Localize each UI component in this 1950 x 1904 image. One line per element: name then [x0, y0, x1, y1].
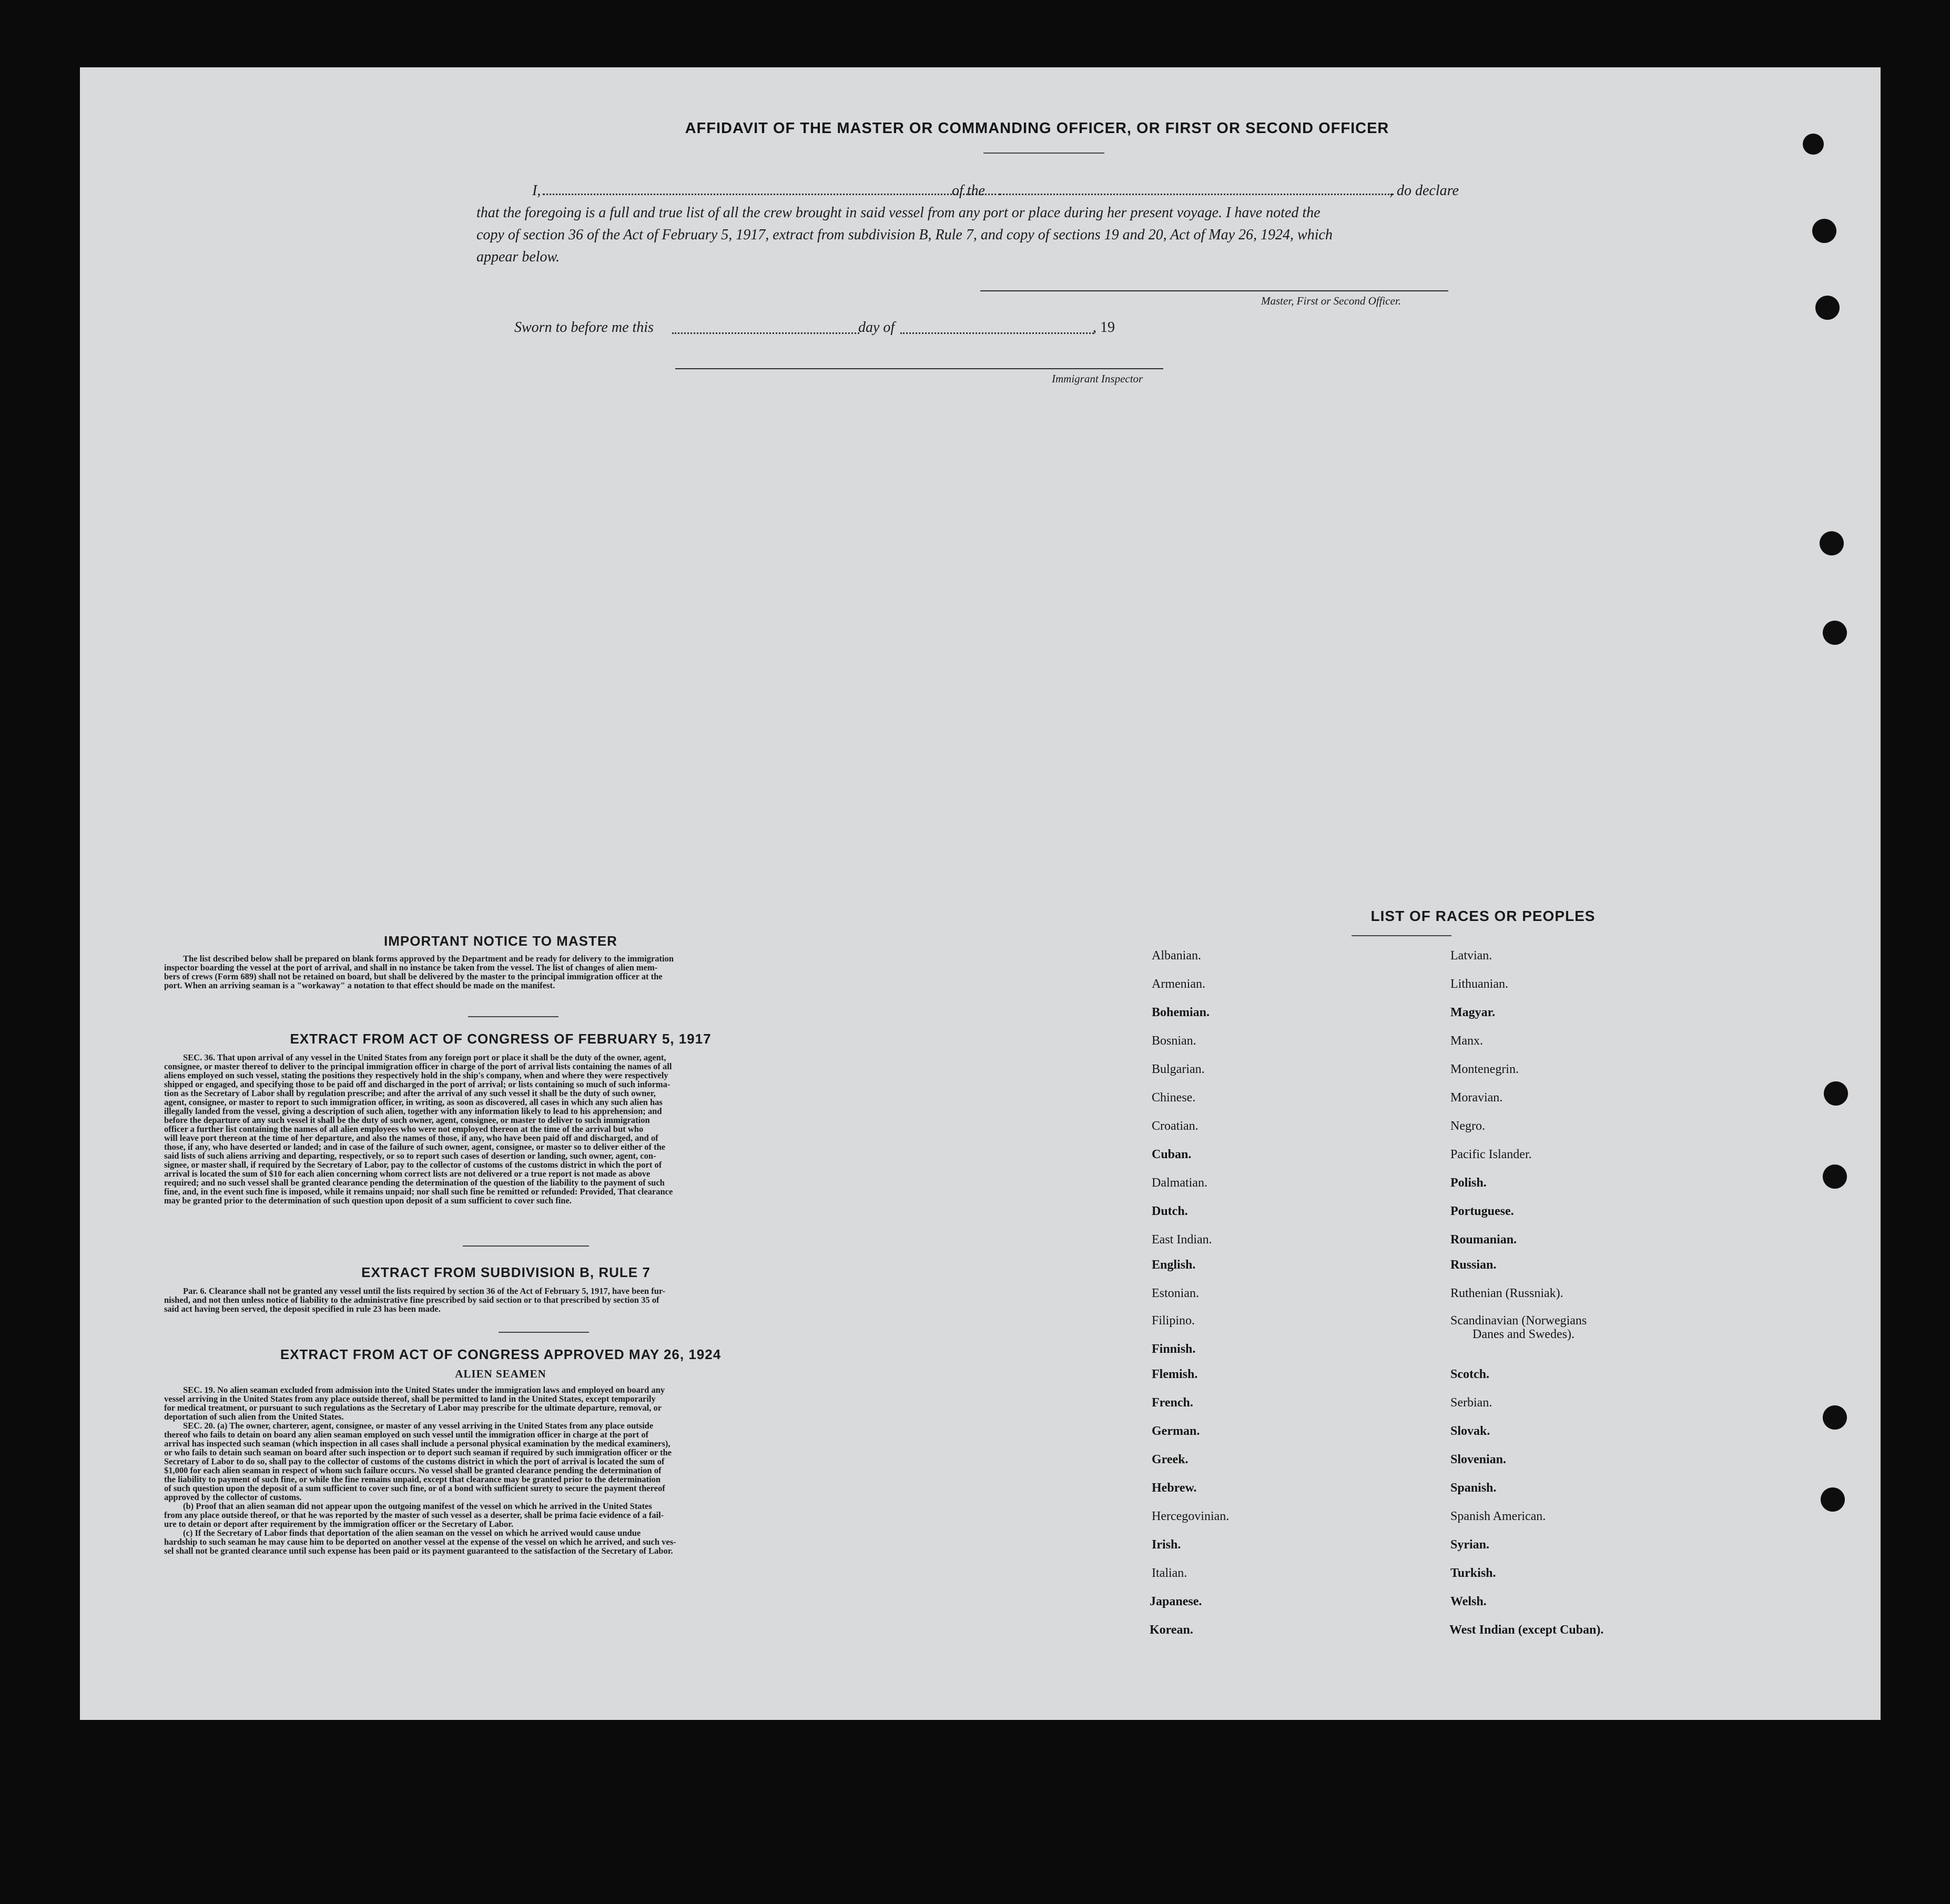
- punch-hole-icon: [1824, 1081, 1848, 1106]
- extract-1924-line: deportation of such alien from the United States.: [164, 1412, 344, 1422]
- extract-1924-line: SEC. 20. (a) The owner, charterer, agent, consignee, or master of any vessel arriving in the United States from any place outside: [183, 1421, 654, 1431]
- race-right: Polish.: [1450, 1176, 1487, 1190]
- race-left: Italian.: [1152, 1566, 1187, 1580]
- extract-1924-line: (c) If the Secretary of Labor finds that deportation of the alien seaman on the vessel on which he arrived would cause undue: [183, 1528, 641, 1538]
- race-right: Magyar.: [1450, 1006, 1496, 1019]
- race-right: Syrian.: [1450, 1538, 1490, 1552]
- affidavit-line-3: copy of section 36 of the Act of February 5, 1917, extract from subdivision B, Rule 7, and copy of sections 19 and 20, Act of May 26, 1924, which: [476, 227, 1333, 243]
- extract-1924-line: sel shall not be granted clearance until such expense has been paid or its payment guaranteed to the satisfaction of the Secretary of Labor.: [164, 1546, 673, 1556]
- extract-1924-line: ure to detain or deport after requirement by the immigration officer or the Secretary of Labor.: [164, 1519, 514, 1529]
- race-right: Scotch.: [1450, 1368, 1489, 1381]
- day-of-text: day of: [858, 319, 895, 336]
- notice-title: IMPORTANT NOTICE TO MASTER: [384, 933, 617, 949]
- extract-1917-line: will leave port thereon at the time of her departure, and also the names of those, if any, who have been paid off and discharged, and of: [164, 1133, 658, 1143]
- race-left: Hercegovinian.: [1152, 1510, 1230, 1523]
- extract-1917-line: those, if any, who have deserted or landed; and in case of the failure of such owner, agent, consignee, or master so to deliver either of the: [164, 1142, 666, 1152]
- race-left: Finnish.: [1152, 1342, 1196, 1356]
- race-left: English.: [1152, 1258, 1196, 1272]
- race-left: East Indian.: [1152, 1233, 1212, 1247]
- race-right: Negro.: [1450, 1119, 1485, 1133]
- notice-body: [164, 954, 1006, 990]
- month-blank: [900, 332, 1094, 334]
- vessel-blank: [999, 194, 1394, 195]
- extract-1924-line: (b) Proof that an alien seaman did not appear upon the outgoing manifest of the vessel on which he arrived in the United States: [183, 1501, 652, 1511]
- race-left: Bohemian.: [1152, 1006, 1210, 1019]
- extract-1917-line: aliens employed on such vessel, stating the positions they respectively hold in the ship's company, when and where they were respectively: [164, 1070, 668, 1080]
- extract-1917-title: EXTRACT FROM ACT OF CONGRESS OF FEBRUARY 5, 1917: [290, 1031, 712, 1047]
- extract-1924-title: EXTRACT FROM ACT OF CONGRESS APPROVED MAY 26, 1924: [280, 1346, 722, 1362]
- affidavit-i: I,: [532, 183, 541, 199]
- extract-1917-line: signee, or master shall, if required by the Secretary of Labor, pay to the collector of customs of the customs district in which the port of: [164, 1160, 662, 1170]
- race-right: West Indian (except Cuban).: [1449, 1623, 1604, 1637]
- race-right: Manx.: [1450, 1034, 1483, 1048]
- extract-1917-line: before the departure of any such vessel it shall be the duty of such owner, agent, consignee, or master to deliver to such immigration: [164, 1115, 650, 1125]
- punch-hole-icon: [1823, 621, 1847, 645]
- extract-1917-line: fine, and, in the event such fine is imposed, while it remains unpaid; nor shall such fine be remitted or refunded: Provided, That clearance: [164, 1187, 673, 1197]
- race-left: Korean.: [1150, 1623, 1193, 1637]
- race-right: Spanish.: [1450, 1481, 1497, 1495]
- race-right: Slovak.: [1450, 1424, 1490, 1438]
- extract-1917-line: SEC. 36. That upon arrival of any vessel in the United States from any foreign port or place it shall be the duty of the owner, agent,: [183, 1052, 666, 1062]
- race-right: Danes and Swedes).: [1472, 1328, 1575, 1341]
- master-signature-line: [980, 290, 1448, 291]
- race-left: Greek.: [1152, 1453, 1189, 1466]
- extract-1924-line: Secretary of Labor to do so, shall pay to the collector of customs of the customs district in which the port of arrival is located the sum of: [164, 1456, 665, 1466]
- race-right: Roumanian.: [1450, 1233, 1517, 1247]
- extract-1917-line: may be granted prior to the determination of such question upon deposit of a sum sufficient to cover such fine.: [164, 1196, 572, 1206]
- race-left: Filipino.: [1152, 1314, 1195, 1328]
- race-left: Bosnian.: [1152, 1034, 1196, 1048]
- extract-1924-line: SEC. 19. No alien seaman excluded from admission into the United States under the immigration laws and employed on board any: [183, 1385, 665, 1395]
- inspector-label: Immigrant Inspector: [1052, 372, 1143, 385]
- race-right: Turkish.: [1450, 1566, 1496, 1580]
- affidavit-line-2: that the foregoing is a full and true list of all the crew brought in said vessel from any port or place during her present voyage. I have noted the: [476, 205, 1321, 221]
- affidavit-of-the: of the: [952, 183, 985, 199]
- extract-rule7-line: Par. 6. Clearance shall not be granted any vessel until the lists required by section 36 of the Act of February 5, 1917, have been fur-: [183, 1286, 666, 1296]
- races-title: LIST OF RACES OR PEOPLES: [1370, 908, 1596, 924]
- extract-1924-line: the liability to payment of such fine, or while the fine remains unpaid, except that clearance may be granted prior to the determination: [164, 1474, 661, 1484]
- notice-line: inspector boarding the vessel at the port of arrival, and shall in no instance be taken from the vessel. The list of changes of alien mem-: [164, 963, 658, 973]
- extract-1917-line: arrival is located the sum of $10 for each alien concerning whom correct lists are not delivered or a true report is not made as above: [164, 1169, 651, 1179]
- race-left: Cuban.: [1152, 1148, 1192, 1161]
- extract-1917-line: consignee, or master thereof to deliver to the principal immigration officer in charge of the port of arrival lists containing the names of all: [164, 1061, 672, 1071]
- punch-hole-icon: [1815, 296, 1840, 320]
- race-right: Lithuanian.: [1450, 977, 1508, 991]
- race-left: Armenian.: [1152, 977, 1205, 991]
- sworn-day-blank: [672, 332, 859, 334]
- race-left: Dalmatian.: [1152, 1176, 1207, 1190]
- race-right: Moravian.: [1450, 1091, 1503, 1105]
- race-left: Irish.: [1152, 1538, 1181, 1552]
- extract-1924-line: or who fails to detain such seaman on board after such inspection or to deport such seaman if required by such immigration officer or the: [164, 1447, 672, 1457]
- extract-rule7-title: EXTRACT FROM SUBDIVISION B, RULE 7: [361, 1264, 651, 1280]
- extract-1924-line: $1,000 for each alien seaman in respect of whom such failure occurs. No vessel shall be granted clearance pending the determination of: [164, 1465, 662, 1475]
- race-left: Bulgarian.: [1152, 1062, 1205, 1076]
- punch-hole-icon: [1823, 1164, 1847, 1189]
- name-blank: [543, 194, 1000, 195]
- punch-hole-icon: [1821, 1487, 1845, 1512]
- race-right: Latvian.: [1450, 949, 1492, 963]
- race-left: Estonian.: [1152, 1287, 1199, 1300]
- extract-1917-divider: [463, 1245, 589, 1247]
- race-left: Chinese.: [1152, 1091, 1196, 1105]
- extract-1917-line: shipped or engaged, and specifying those to be paid off and discharged in the port of arrival; or lists containing so much of such informa-: [164, 1079, 671, 1089]
- punch-hole-icon: [1812, 219, 1836, 243]
- race-right: Spanish American.: [1450, 1510, 1546, 1523]
- extract-rule7-line: said act having been served, the deposit specified in rule 23 has been made.: [164, 1304, 441, 1314]
- notice-divider: [468, 1016, 558, 1017]
- affidavit-title: AFFIDAVIT OF THE MASTER OR COMMANDING OFFICER, OR FIRST OR SECOND OFFICER: [685, 120, 1389, 137]
- extract-1917-body: [164, 1053, 1006, 1205]
- extract-1917-line: officer a further list containing the names of all alien employees who were not employed thereon at the time of the arrival but who: [164, 1124, 644, 1134]
- master-label: Master, First or Second Officer.: [1261, 295, 1401, 307]
- extract-1924-line: approved by the collector of customs.: [164, 1492, 302, 1502]
- punch-hole-icon: [1820, 531, 1844, 555]
- affidavit-declare: , do declare: [1389, 183, 1459, 199]
- notice-line: bers of crews (Form 689) shall not be retained on board, but shall be delivered by the master to the principal immigration officer at the: [164, 971, 663, 981]
- extract-1924-line: from any place outside thereof, or that he was reported by the master of such vessel as a deserter, shall be prima facie evidence of a fail-: [164, 1510, 664, 1520]
- notice-line: port. When an arriving seaman is a "workaway" a notation to that effect should be made on the manifest.: [164, 980, 555, 990]
- race-left: Albanian.: [1152, 949, 1201, 963]
- race-right: Ruthenian (Russniak).: [1450, 1287, 1563, 1300]
- extract-rule7-line: nished, and not then unless notice of liability to the administrative fine prescribed by said section or to that prescribed by section 35 of: [164, 1295, 659, 1305]
- race-left: German.: [1152, 1424, 1200, 1438]
- extract-1924-line: thereof who fails to detain on board any alien seaman employed on such vessel until the immigration officer in charge at the port of: [164, 1430, 649, 1440]
- race-right: Portuguese.: [1450, 1204, 1514, 1218]
- punch-hole-icon: [1823, 1405, 1847, 1430]
- extract-1924-line: of such question upon the deposit of a sum sufficient to cover such fine, or of a bond with sufficient surety to secure the payment thereof: [164, 1483, 665, 1493]
- affidavit-line-4: appear below.: [476, 249, 560, 265]
- race-left: Dutch.: [1152, 1204, 1188, 1218]
- race-left: Croatian.: [1152, 1119, 1199, 1133]
- race-right: Welsh.: [1450, 1595, 1487, 1608]
- extract-1924-line: arrival has inspected such seaman (which inspection in all cases shall include a personal physical examination by the medical examiners),: [164, 1439, 671, 1449]
- notice-line: The list described below shall be prepared on blank forms approved by the Department and be ready for delivery to the immigration: [183, 954, 674, 964]
- race-right: Montenegrin.: [1450, 1062, 1519, 1076]
- race-left: French.: [1152, 1396, 1193, 1410]
- extract-1917-line: agent, consignee, or master to report to such immigration officer, in writing, as soon as discovered, all cases in which any such alien has: [164, 1097, 663, 1107]
- extract-1917-line: required; and no such vessel shall be granted clearance pending the determination of the question of the liability to the payment of such: [164, 1178, 665, 1188]
- year-text: , 19: [1093, 319, 1115, 336]
- extract-1924-line: for medical treatment, or pursuant to such regulations as the Secretary of Labor may prescribe for the ultimate departure, removal, or: [164, 1403, 662, 1413]
- race-right: Serbian.: [1450, 1396, 1492, 1410]
- extract-1917-line: said lists of such aliens arriving and departing, respectively, or so to report such cases of desertion or landing, such owner, agent, con-: [164, 1151, 656, 1161]
- extract-rule7-body: [164, 1287, 1006, 1313]
- extract-1924-line: vessel arriving in the United States from any place outside thereof, shall be permitted to land in the United States, except temporarily: [164, 1394, 656, 1404]
- race-left: Japanese.: [1150, 1595, 1202, 1608]
- punch-hole-icon: [1803, 134, 1824, 155]
- extract-1924-line: hardship to such seaman he may cause him to be deported on another vessel at the expense of the vessel on which he arrived, and such ves-: [164, 1537, 676, 1547]
- race-right: Pacific Islander.: [1450, 1148, 1532, 1161]
- race-right: Slovenian.: [1450, 1453, 1507, 1466]
- extract-1917-line: illegally landed from the vessel, giving a description of such alien, together with any information likely to lead to his apprehension; and: [164, 1106, 662, 1116]
- document-page: [80, 67, 1881, 1720]
- sworn-text: Sworn to before me this: [514, 319, 654, 336]
- race-right: Scandinavian (Norwegians: [1450, 1314, 1587, 1328]
- race-left: Hebrew.: [1152, 1481, 1197, 1495]
- title-divider: [983, 153, 1104, 154]
- extract-rule7-divider: [499, 1332, 589, 1333]
- inspector-signature-line: [675, 368, 1163, 369]
- races-divider: [1352, 935, 1451, 936]
- race-right: Russian.: [1450, 1258, 1497, 1272]
- extract-1924-subtitle: ALIEN SEAMEN: [455, 1368, 546, 1380]
- extract-1924-body: [164, 1385, 1006, 1555]
- extract-1917-line: tion as the Secretary of Labor shall by regulation prescribe; and after the arrival of any such vessel it shall be the duty of such owner,: [164, 1088, 656, 1098]
- race-left: Flemish.: [1152, 1368, 1198, 1381]
